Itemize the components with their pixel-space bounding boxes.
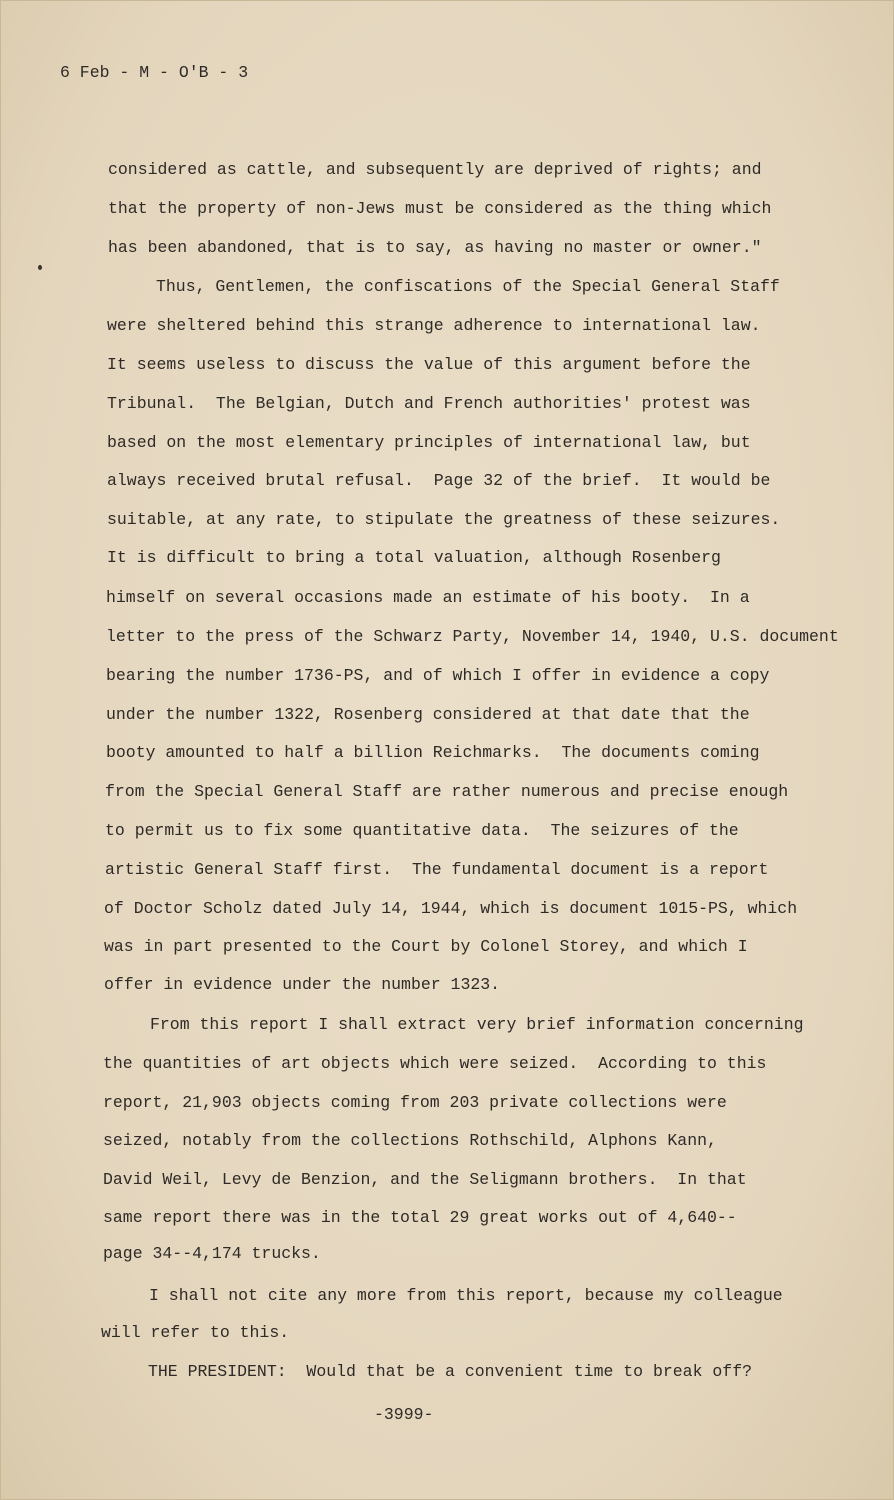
text-line: It seems useless to discuss the value of this argument before the (107, 355, 751, 374)
text-line: under the number 1322, Rosenberg considered at that date that the (106, 705, 750, 724)
text-line: It is difficult to bring a total valuation, although Rosenberg (107, 548, 721, 567)
text-line: offer in evidence under the number 1323. (104, 975, 501, 994)
text-line: from the Special General Staff are rather numerous and precise enough (105, 782, 789, 801)
text-line: to permit us to fix some quantitative data. The seizures of the (105, 821, 739, 840)
text-line: of Doctor Scholz dated July 14, 1944, which is document 1015-PS, which (104, 899, 798, 918)
text-line: will refer to this. (101, 1323, 290, 1342)
text-line: seized, notably from the collections Rothschild, Alphons Kann, (103, 1131, 717, 1150)
page-number: -3999- (374, 1405, 434, 1424)
text-line: letter to the press of the Schwarz Party, November 14, 1940, U.S. document (106, 627, 839, 646)
text-line: considered as cattle, and subsequently are deprived of rights; and (108, 160, 762, 179)
text-line: were sheltered behind this strange adherence to international law. (107, 316, 761, 335)
text-line: David Weil, Levy de Benzion, and the Seligmann brothers. In that (103, 1170, 747, 1189)
text-line: same report there was in the total 29 great works out of 4,640-- (103, 1208, 737, 1227)
text-line: based on the most elementary principles of international law, but (107, 433, 751, 452)
text-line: that the property of non-Jews must be considered as the thing which (108, 199, 772, 218)
text-line: report, 21,903 objects coming from 203 private collections were (103, 1093, 727, 1112)
text-line: bearing the number 1736-PS, and of which I offer in evidence a copy (106, 666, 770, 685)
text-line: Tribunal. The Belgian, Dutch and French authorities' protest was (107, 394, 751, 413)
text-line: page 34--4,174 trucks. (103, 1244, 321, 1263)
ink-mark (38, 265, 42, 270)
text-line: From this report I shall extract very brief information concerning (150, 1015, 804, 1034)
text-line: has been abandoned, that is to say, as having no master or owner." (108, 238, 762, 257)
text-line: himself on several occasions made an estimate of his booty. In a (106, 588, 750, 607)
text-line: booty amounted to half a billion Reichmarks. The documents coming (106, 743, 760, 762)
text-line: Thus, Gentlemen, the confiscations of the Special General Staff (156, 277, 780, 296)
text-line: artistic General Staff first. The fundamental document is a report (105, 860, 769, 879)
page-header: 6 Feb - M - O'B - 3 (60, 63, 249, 82)
text-line: suitable, at any rate, to stipulate the greatness of these seizures. (107, 510, 781, 529)
text-line: the quantities of art objects which were seized. According to this (103, 1054, 767, 1073)
text-line: always received brutal refusal. Page 32 of the brief. It would be (107, 471, 771, 490)
text-line: I shall not cite any more from this report, because my colleague (149, 1286, 783, 1305)
text-line: was in part presented to the Court by Colonel Storey, and which I (104, 937, 748, 956)
text-line: THE PRESIDENT: Would that be a convenient time to break off? (148, 1362, 752, 1381)
